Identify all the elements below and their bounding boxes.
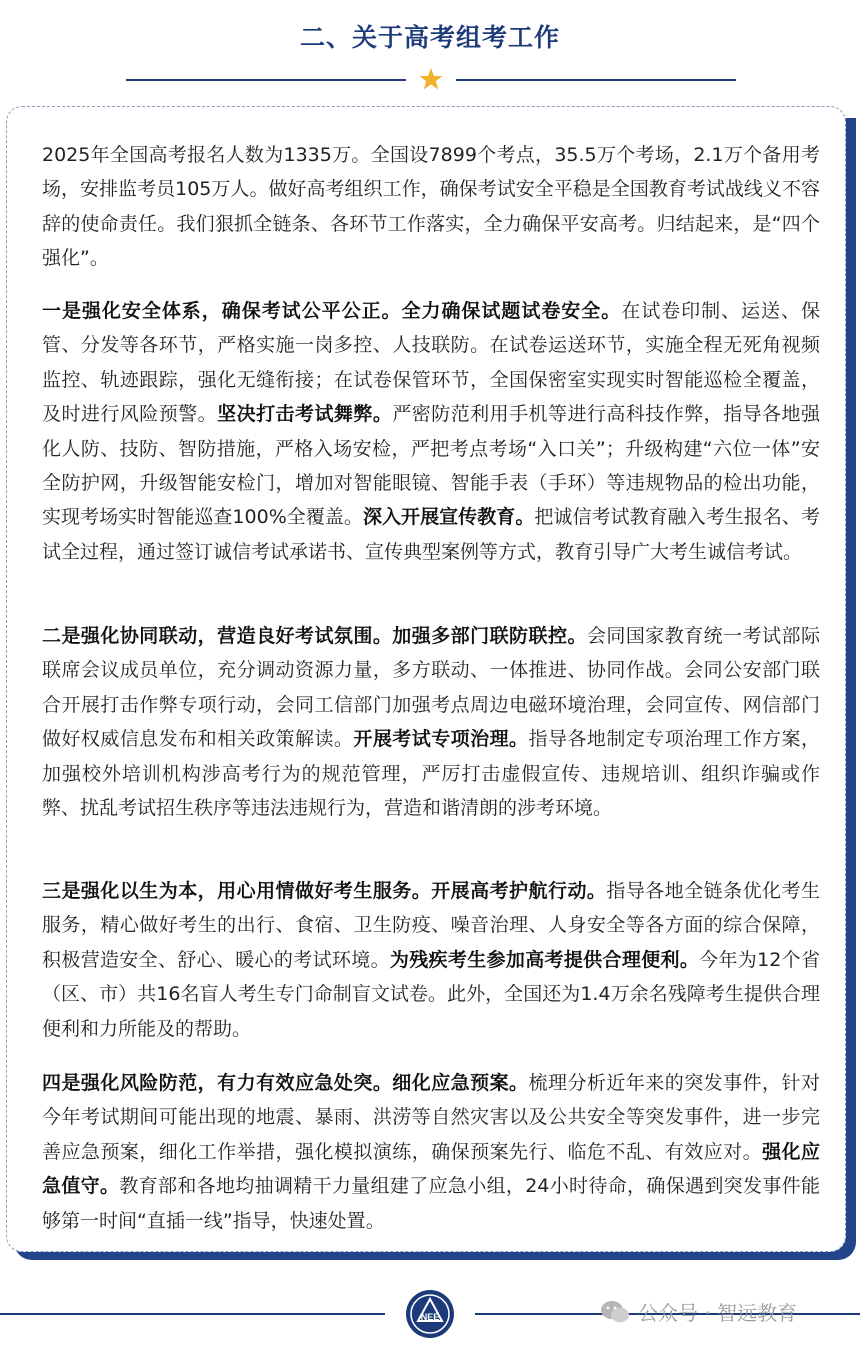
section-1-paragraph [42,294,820,569]
section-3-heading: 三是强化以生为本，用心用情做好考生服务。开展高考护航行动。 [42,880,607,902]
section-4-subheading-2: 强化应急值守。 [42,1140,820,1198]
section-1-text-2: 严密防范利用手机等进行高科技作弊，指导各地强化人防、技防、智防措施，严格入场安检，严把考点考场“入口关”；升级构建“六位一体”安全防护网，升级智能安检门，增加对智能眼镜、智能手表（手环）等违规物品的检出功能，实现考场实时智能巡查100%全覆盖。 [42,403,820,529]
section-3-paragraph [42,874,820,1046]
section-1-subheading-2: 坚决打击考试舞弊。 [217,403,393,426]
section-4-text-2: 教育部和各地均抽调精干力量组建了应急小组，24小时待命，确保遇到突发事件能够第一时间“直插一线”指导，快速处置。 [42,1175,820,1232]
watermark [600,1297,797,1326]
section-4-paragraph [42,1066,820,1238]
section-4-heading: 四是强化风险防范，有力有效应急处突。细化应急预案。 [42,1072,529,1094]
section-2-text-2: 指导各地制定专项治理工作方案，加强校外培训机构涉高考行为的规范管理，严厉打击虚假宣传、违规培训、组织诈骗或作弊、扰乱考试招生秩序等违法违规行为，营造和谐清朗的涉考环境。 [42,728,820,820]
section-3-text: 指导各地全链条优化考生服务，精心做好考生的出行、食宿、卫生防疫、噪音治理、人身安全等各方面的综合保障，积极营造安全、舒心、暖心的考试环境。 [42,880,820,971]
title-divider-right [456,79,736,81]
section-2-heading: 二是强化协同联动，营造良好考试氛围。加强多部门联防联控。 [42,625,587,647]
section-1-subheading-3: 深入开展宣传教育。 [362,506,535,529]
nee-emblem-logo [405,1289,455,1339]
section-3-subheading-2: 为残疾考生参加高考提供合理便利。 [389,948,700,971]
section-3-text-2: 今年为12个省（区、市）共16名盲人考生专门命制盲文试卷。此外，全国还为1.4万余名残障考生提供合理便利和力所能及的帮助。 [42,948,820,1040]
section-2-text: 会同国家教育统一考试部际联席会议成员单位，充分调动资源力量，多方联动、一体推进、协同作战。会同公安部门联合开展打击作弊专项行动，会同工信部门加强考点周边电磁环境治理，会同宣传、网信部门做好权威信息发布和相关政策解读。 [42,625,820,751]
star-icon [418,66,444,92]
svg-text:NEE: NEE [420,1312,440,1322]
footer-divider-left [0,1313,385,1315]
watermark-text: 公众号 · 智远教育 [638,1301,798,1325]
section-2-subheading-2: 开展考试专项治理。 [353,728,529,751]
section-2-paragraph [42,619,820,825]
title-divider-left [126,79,406,81]
section-1-heading: 一是强化安全体系，确保考试公平公正。全力确保试题试卷安全。 [42,300,622,322]
page-title: 二、关于高考组考工作 [299,23,560,52]
section-1-text: 在试卷印制、运送、保管、分发等各环节，严格实施一岗多控、人技联防。在试卷运送环节，实施全程无死角视频监控、轨迹跟踪，强化无缝衔接；在试卷保管环节，全国保密室实现实时智能巡检全覆盖，及时进行风险预警。 [42,300,820,426]
section-4-text: 梳理分析近年来的突发事件，针对今年考试期间可能出现的地震、暴雨、洪涝等自然灾害以及公共安全等突发事件，进一步完善应急预案，细化工作举措，强化模拟演练，确保预案先行、临危不乱、有效应对。 [42,1072,820,1163]
intro-paragraph: 2025年全国高考报名人数为1335万。全国设7899个考点，35.5万个考场，2.1万个备用考场，安排监考员105万人。做好高考组织工作，确保考试安全平稳是全国教育考试战线义不容辞的使命责任。我们狠抓全链条、各环节工作落实，全力确保平安高考。归结起来，是“四个强化”。 [42,144,820,270]
section-1-text-3: 把诚信考试教育融入考生报名、考试全过程，通过签订诚信考试承诺书、宣传典型案例等方式，教育引导广大考生诚信考试。 [42,506,820,563]
wechat-icon [600,1300,630,1324]
